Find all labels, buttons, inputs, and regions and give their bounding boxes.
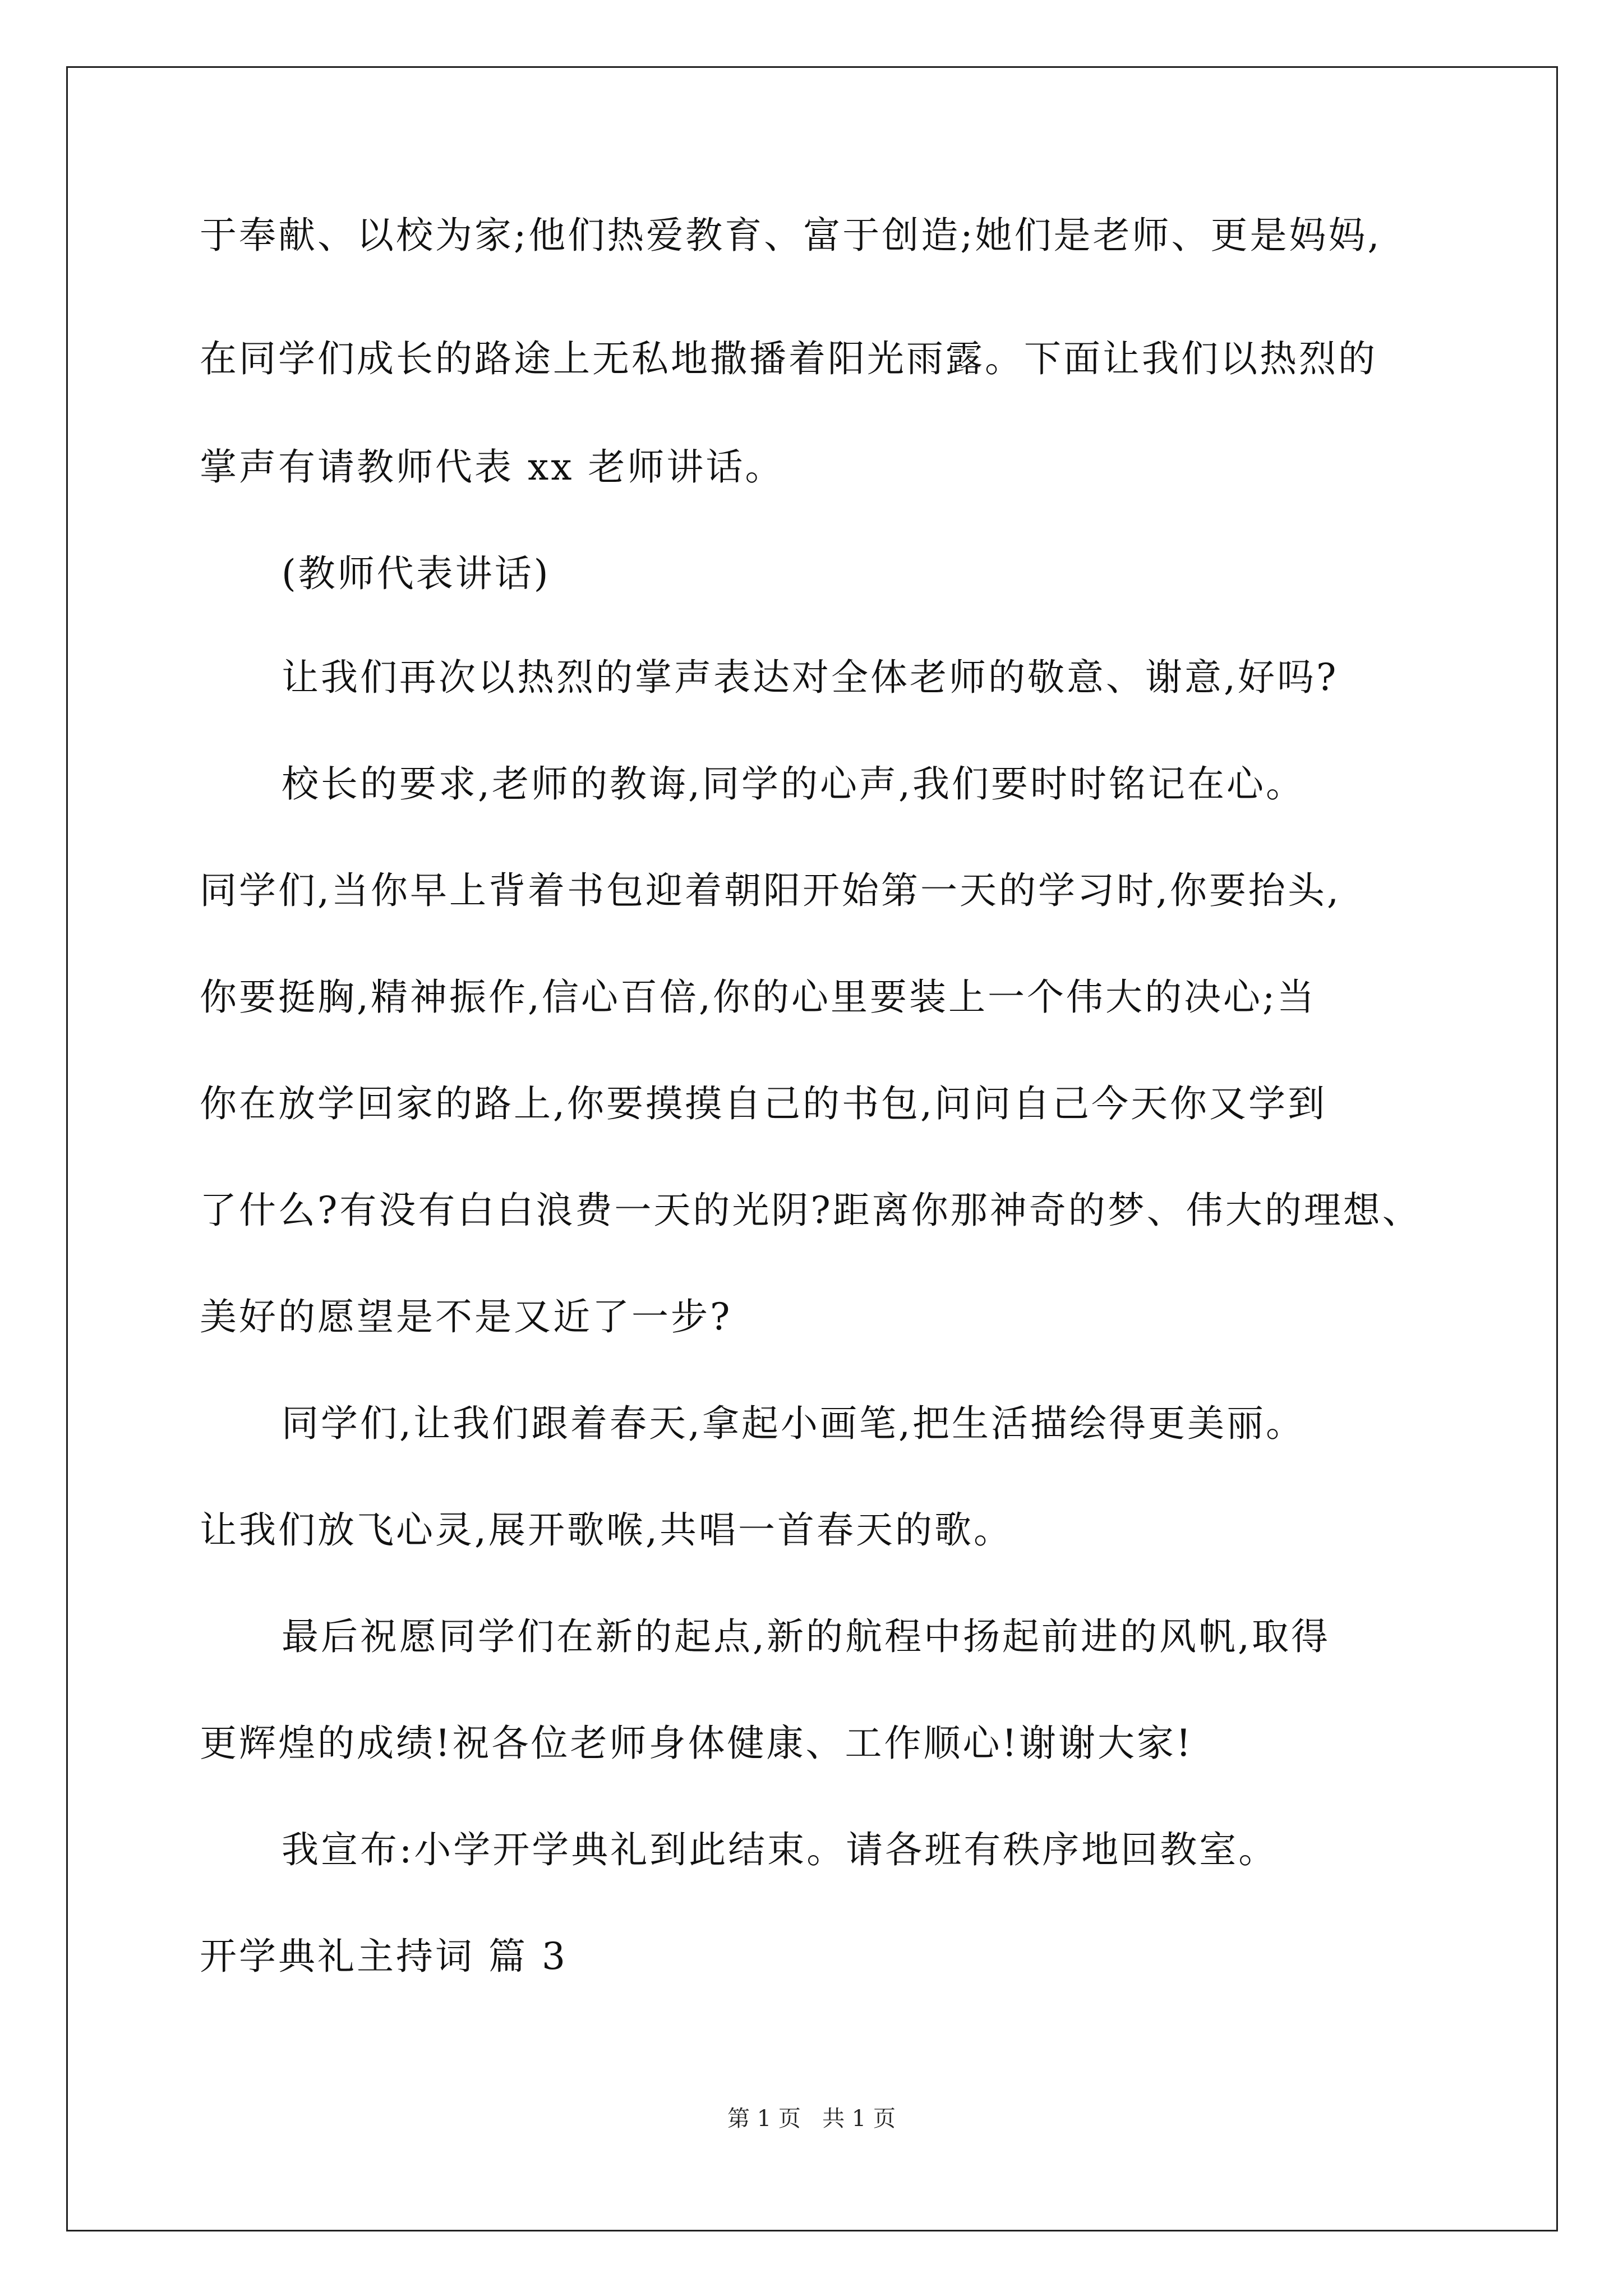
text-line: 美好的愿望是不是又近了一步? bbox=[200, 1295, 732, 1338]
text-line: 于奉献、以校为家;他们热爱教育、富于创造;她们是老师、更是妈妈, bbox=[200, 214, 1382, 257]
text-line: 了什么?有没有白白浪费一天的光阴?距离你那神奇的梦、伟大的理想、 bbox=[200, 1189, 1422, 1232]
text-line: 在同学们成长的路途上无私地撒播着阳光雨露。下面让我们以热烈的 bbox=[200, 337, 1377, 380]
text-line: 我宣布:小学开学典礼到此结束。请各班有秩序地回教室。 bbox=[282, 1828, 1278, 1871]
text-line: (教师代表讲话) bbox=[282, 552, 551, 595]
text-line: 你要挺胸,精神振作,信心百倍,你的心里要装上一个伟大的决心;当 bbox=[200, 976, 1317, 1019]
text-line: 让我们再次以热烈的掌声表达对全体老师的敬意、谢意,好吗? bbox=[282, 656, 1339, 699]
text-line: 你在放学回家的路上,你要摸摸自己的书包,问问自己今天你又学到 bbox=[200, 1082, 1327, 1125]
text-line: 掌声有请教师代表 xx 老师讲话。 bbox=[200, 445, 785, 489]
text-line: 同学们,让我们跟着春天,拿起小画笔,把生活描绘得更美丽。 bbox=[282, 1402, 1305, 1445]
page-number-footer: 第 1 页 共 1 页 bbox=[727, 2106, 896, 2132]
text-line: 更辉煌的成绩!祝各位老师身体健康、工作顺心!谢谢大家! bbox=[200, 1722, 1193, 1765]
text-line: 让我们放飞心灵,展开歌喉,共唱一首春天的歌。 bbox=[200, 1508, 1013, 1552]
page-border bbox=[66, 66, 1558, 2231]
text-line: 最后祝愿同学们在新的起点,新的航程中扬起前进的风帆,取得 bbox=[282, 1615, 1330, 1658]
section-heading: 开学典礼主持词 篇 3 bbox=[200, 1935, 568, 1978]
text-line: 同学们,当你早上背着书包迎着朝阳开始第一天的学习时,你要抬头, bbox=[200, 869, 1341, 912]
text-line: 校长的要求,老师的教诲,同学的心声,我们要时时铭记在心。 bbox=[282, 762, 1305, 806]
